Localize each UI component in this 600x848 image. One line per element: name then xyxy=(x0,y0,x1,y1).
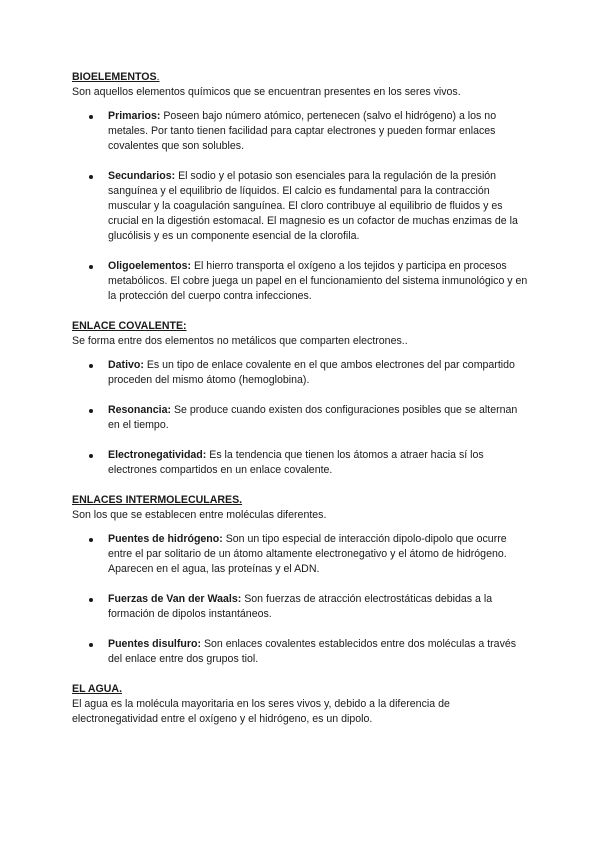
list-item xyxy=(72,109,532,154)
item-text: El hierro transporta el oxígeno a los tejidos y participa en procesos metabólicos. El cobre juega un papel en el funcionamiento del sistema inmunológico y en la protección del cuerpo contra infecciones. xyxy=(108,260,528,302)
list-item xyxy=(72,358,532,388)
section-el-agua xyxy=(72,682,532,727)
section-intro: El agua es la molécula mayoritaria en los seres vivos y, debido a la diferencia de electronegatividad entre el oxígeno y el hidrógeno, es un dipolo. xyxy=(72,698,450,725)
bullet-icon xyxy=(89,115,93,119)
item-term: Secundarios: xyxy=(108,170,176,182)
item-text: Poseen bajo número atómico, pertenecen (salvo el hidrógeno) a los no metales. Por tanto tienen facilidad para captar electrones y pueden formar enlaces covalentes que son solubles. xyxy=(108,110,497,152)
item-term: Electronegatividad: xyxy=(108,449,207,461)
list-item xyxy=(72,592,532,622)
section-heading: ENLACES INTERMOLECULARES. xyxy=(72,494,243,506)
item-term: Puentes de hidrógeno: xyxy=(108,533,223,545)
section-intro: Son aquellos elementos químicos que se encuentran presentes en los seres vivos. xyxy=(72,86,461,98)
bullet-list xyxy=(72,532,532,667)
bullet-icon xyxy=(89,175,93,179)
bullet-list xyxy=(72,358,532,478)
bullet-icon xyxy=(89,643,93,647)
section-heading: BIOELEMENTOS. xyxy=(72,71,160,83)
section-heading: EL AGUA. xyxy=(72,683,123,695)
section-bioelementos xyxy=(72,70,532,304)
heading-suffix: . xyxy=(156,71,160,83)
bullet-icon xyxy=(89,364,93,368)
document-content xyxy=(72,70,532,727)
section-intro: Son los que se establecen entre moléculas diferentes. xyxy=(72,509,327,521)
item-term: Dativo: xyxy=(108,359,144,371)
item-term: Puentes disulfuro: xyxy=(108,638,201,650)
item-text: Es un tipo de enlace covalente en el que ambos electrones del par compartido proceden del mismo átomo (hemoglobina). xyxy=(108,359,515,386)
item-text: Se produce cuando existen dos configuraciones posibles que se alternan en el tiempo. xyxy=(108,404,518,431)
item-text: El sodio y el potasio son esenciales para la regulación de la presión sanguínea y el equilibrio de líquidos. El calcio es fundamental para la contracción muscular y la coagulación sanguínea. El cloro contribuye al equilibrio de fluidos y es crucial en la digestión estomacal. El magnesio es un cofactor de muchas enzimas de la glucólisis y es un componente esencial de la clorofila. xyxy=(108,170,518,242)
section-enlaces-intermoleculares xyxy=(72,493,532,667)
list-item xyxy=(72,448,532,478)
item-term: Fuerzas de Van der Waals: xyxy=(108,593,242,605)
list-item xyxy=(72,169,532,244)
list-item xyxy=(72,637,532,667)
item-text: Son fuerzas de atracción electrostáticas debidas a la formación de dipolos instantáneos. xyxy=(108,593,493,620)
item-term: Oligoelementos: xyxy=(108,260,191,272)
section-heading: ENLACE COVALENTE: xyxy=(72,320,187,332)
bullet-list xyxy=(72,109,532,304)
bullet-icon xyxy=(89,454,93,458)
item-text: Es la tendencia que tienen los átomos a atraer hacia sí los electrones compartidos en un enlace covalente. xyxy=(108,449,484,476)
bullet-icon xyxy=(89,598,93,602)
bullet-icon xyxy=(89,409,93,413)
section-intro: Se forma entre dos elementos no metálicos que comparten electrones.. xyxy=(72,335,408,347)
section-enlace-covalente xyxy=(72,319,532,478)
item-term: Resonancia: xyxy=(108,404,171,416)
bullet-icon xyxy=(89,538,93,542)
item-term: Primarios: xyxy=(108,110,161,122)
item-text: Son un tipo especial de interacción dipolo-dipolo que ocurre entre el par solitario de un átomo altamente electronegativo y el átomo de hidrógeno. Aparecen en el agua, las proteínas y el ADN. xyxy=(108,533,507,575)
item-text: Son enlaces covalentes establecidos entre dos moléculas a través del enlace entre dos grupos tiol. xyxy=(108,638,517,665)
bullet-icon xyxy=(89,265,93,269)
list-item xyxy=(72,403,532,433)
list-item xyxy=(72,532,532,577)
list-item xyxy=(72,259,532,304)
